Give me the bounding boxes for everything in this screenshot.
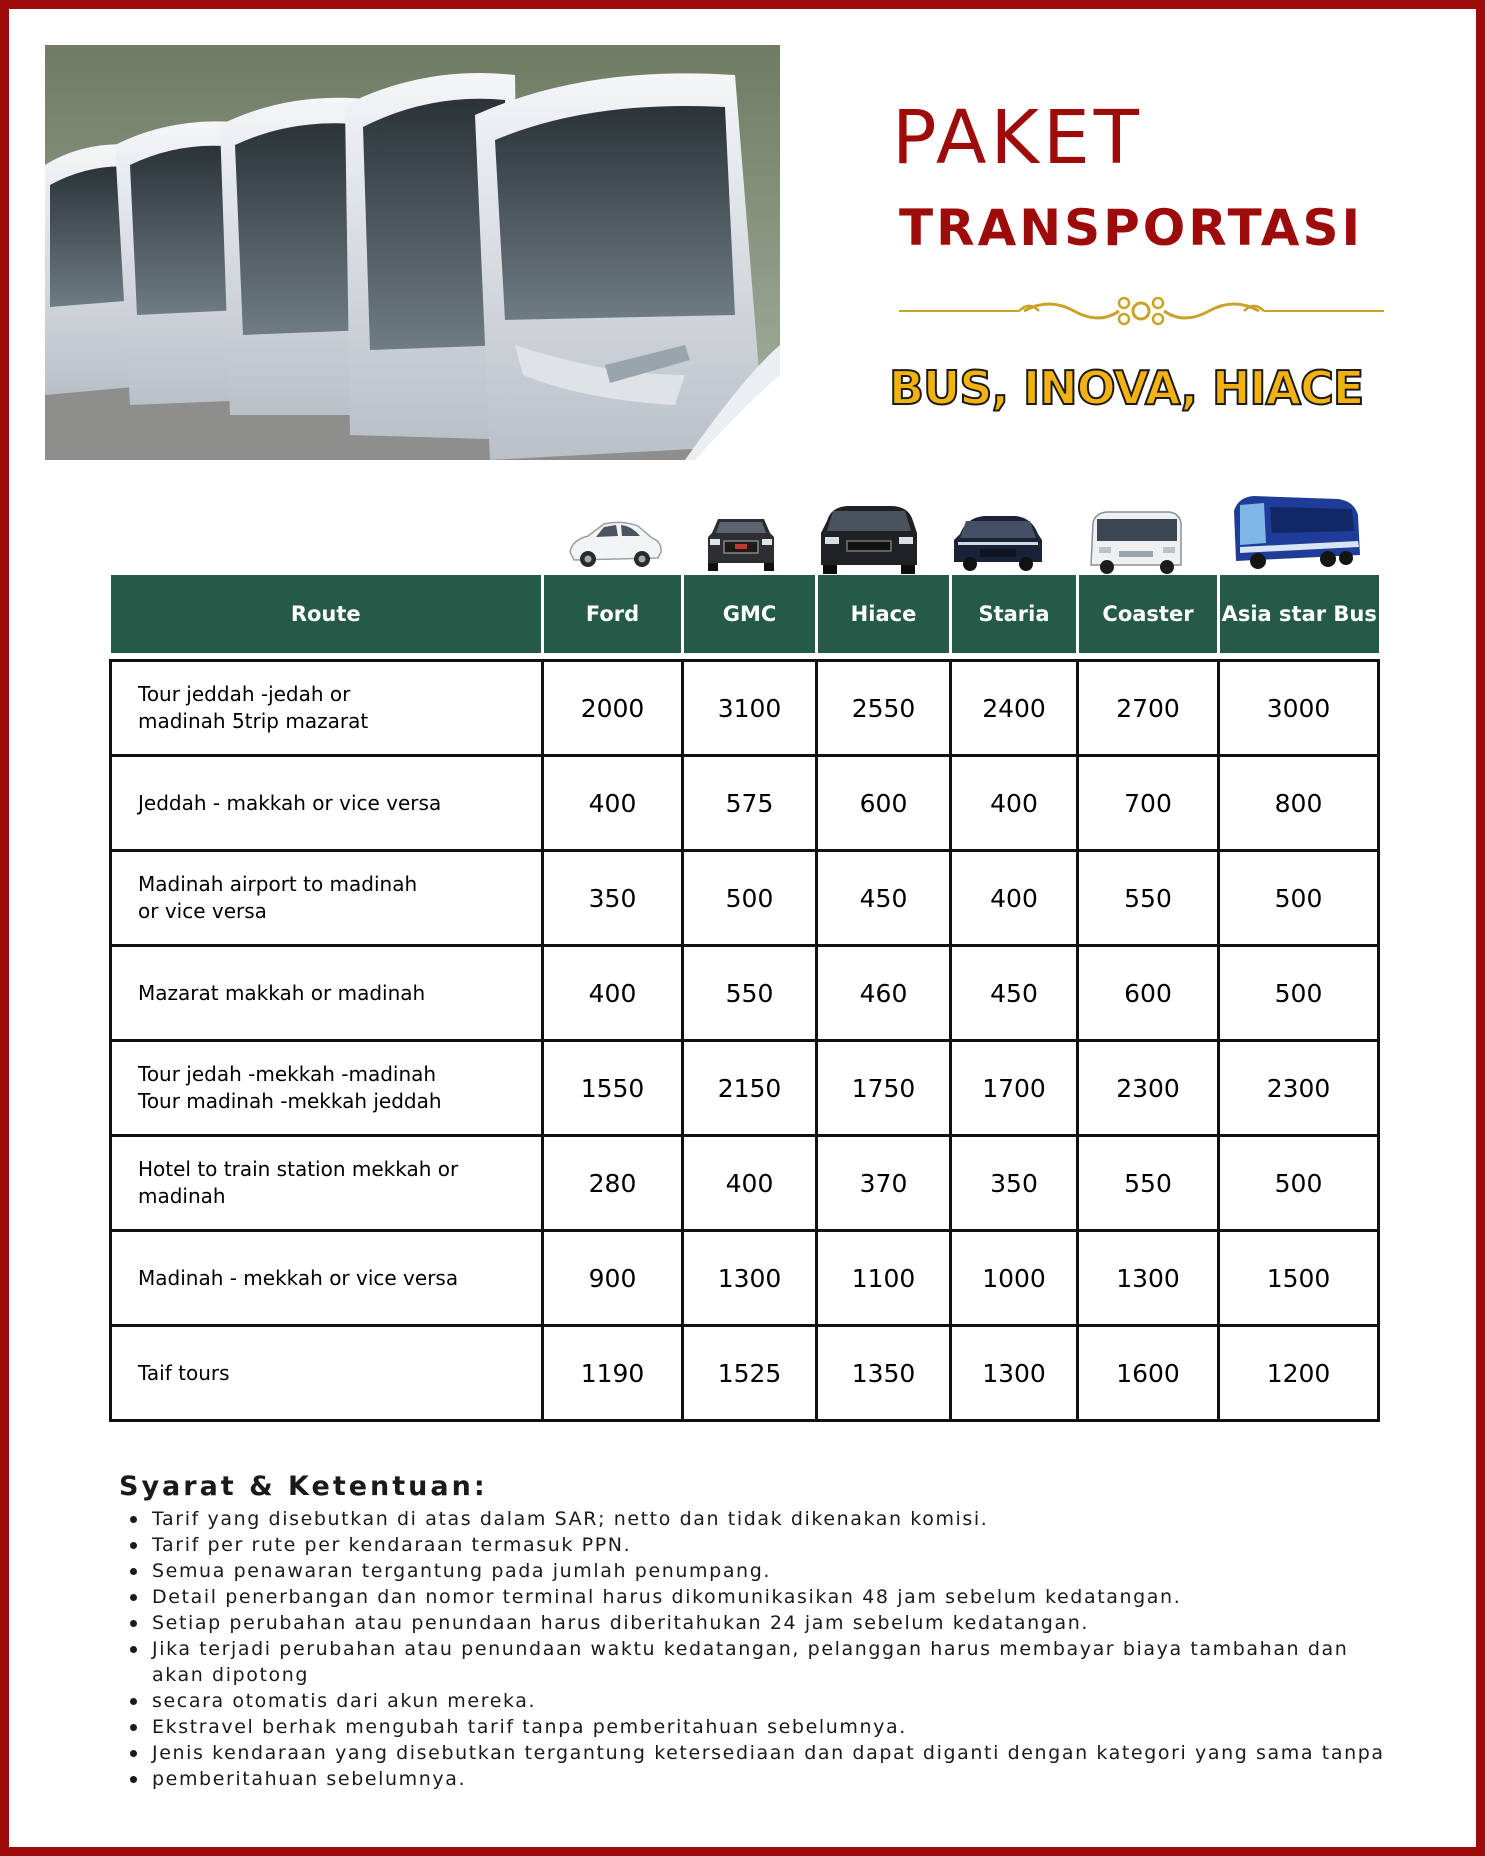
terms-item: Jika terjadi perubahan atau penundaan waktu kedatangan, pelanggan harus membayar biaya tambahan dan akan dipotong	[152, 1636, 1392, 1688]
price-cell: 2400	[951, 661, 1078, 756]
terms-item: Ekstravel berhak mengubah tarif tanpa pemberitahuan sebelumnya.	[152, 1714, 1392, 1740]
price-cell: 900	[543, 1231, 683, 1326]
route-cell	[111, 661, 543, 756]
price-cell: 2000	[543, 661, 683, 756]
price-cell: 1190	[543, 1326, 683, 1421]
price-cell: 600	[817, 756, 951, 851]
price-cell: 1700	[951, 1041, 1078, 1136]
price-cell: 280	[543, 1136, 683, 1231]
table-row	[111, 1136, 1379, 1231]
asia-star-bus-icon	[1228, 491, 1362, 575]
price-cell: 500	[1219, 1136, 1379, 1231]
price-cell: 1300	[951, 1326, 1078, 1421]
route-line: or vice versa	[138, 899, 267, 923]
price-cell: 450	[817, 851, 951, 946]
price-cell: 460	[817, 946, 951, 1041]
route-line: Madinah - mekkah or vice versa	[138, 1265, 459, 1290]
price-cell: 500	[1219, 946, 1379, 1041]
price-cell: 1550	[543, 1041, 683, 1136]
table-row	[111, 661, 1379, 756]
route-cell	[111, 1326, 543, 1421]
price-cell: 2550	[817, 661, 951, 756]
price-cell: 2150	[683, 1041, 817, 1136]
route-cell	[111, 1231, 543, 1326]
route-cell	[111, 851, 543, 946]
header-route: Route	[111, 575, 543, 653]
table-row	[111, 1326, 1379, 1421]
route-line: Mazarat makkah or madinah	[138, 980, 426, 1005]
terms-item: Setiap perubahan atau penundaan harus diberitahukan 24 jam sebelum kedatangan.	[152, 1610, 1392, 1636]
terms-item: Semua penawaran tergantung pada jumlah penumpang.	[152, 1558, 1392, 1584]
route-line: Tour jeddah -jedah or	[138, 682, 351, 706]
price-cell: 550	[1078, 1136, 1219, 1231]
coaster-bus-icon	[1087, 507, 1185, 575]
title-paket: PAKET	[892, 95, 1143, 181]
price-table	[109, 575, 1380, 1422]
price-cell: 1100	[817, 1231, 951, 1326]
price-cell: 350	[951, 1136, 1078, 1231]
route-line: madinah	[138, 1184, 226, 1208]
table-row	[111, 1041, 1379, 1136]
price-cell: 500	[683, 851, 817, 946]
route-line: madinah 5trip mazarat	[138, 709, 369, 733]
price-cell: 400	[543, 946, 683, 1041]
price-cell: 2300	[1078, 1041, 1219, 1136]
price-cell: 350	[543, 851, 683, 946]
route-line: Taif tours	[138, 1360, 230, 1385]
price-cell: 575	[683, 756, 817, 851]
route-line: Madinah airport to madinah	[138, 872, 418, 896]
terms-title: Syarat & Ketentuan:	[119, 1471, 488, 1502]
table-row	[111, 851, 1379, 946]
price-cell: 370	[817, 1136, 951, 1231]
route-cell	[111, 946, 543, 1041]
header-coaster: Coaster	[1078, 575, 1219, 653]
ford-car-icon	[566, 514, 664, 569]
header-staria: Staria	[951, 575, 1078, 653]
route-line: Jeddah - makkah or vice versa	[138, 790, 442, 815]
title-transportasi: TRANSPORTASI	[899, 199, 1364, 257]
price-cell: 1750	[817, 1041, 951, 1136]
price-cell: 1350	[817, 1326, 951, 1421]
price-cell: 700	[1078, 756, 1219, 851]
header-gmc: GMC	[683, 575, 817, 653]
header-ford: Ford	[543, 575, 683, 653]
terms-item: pemberitahuan sebelumnya.	[152, 1766, 1392, 1792]
price-cell: 3100	[683, 661, 817, 756]
route-cell	[111, 1041, 543, 1136]
terms-list	[152, 1506, 1392, 1792]
price-cell: 1000	[951, 1231, 1078, 1326]
price-cell: 400	[951, 851, 1078, 946]
terms-item: Tarif yang disebutkan di atas dalam SAR; netto dan tidak dikenakan komisi.	[152, 1506, 1392, 1532]
subtitle-vehicles: BUS, INOVA, HIACE	[889, 361, 1364, 415]
price-cell: 2700	[1078, 661, 1219, 756]
route-cell	[111, 756, 543, 851]
table-header-row	[111, 575, 1379, 653]
terms-item: Detail penerbangan dan nomor terminal harus dikomunikasikan 48 jam sebelum kedatangan.	[152, 1584, 1392, 1610]
price-cell: 1300	[1078, 1231, 1219, 1326]
price-cell: 600	[1078, 946, 1219, 1041]
route-line: Hotel to train station mekkah or	[138, 1157, 459, 1181]
price-cell: 450	[951, 946, 1078, 1041]
price-cell: 3000	[1219, 661, 1379, 756]
table-row	[111, 946, 1379, 1041]
terms-item: Jenis kendaraan yang disebutkan tergantung ketersediaan dan dapat diganti dengan kategori yang sama tanpa	[152, 1740, 1392, 1766]
price-cell: 1525	[683, 1326, 817, 1421]
price-cell: 1600	[1078, 1326, 1219, 1421]
header-asia-star-bus: Asia star Bus	[1219, 575, 1379, 653]
price-cell: 800	[1219, 756, 1379, 851]
gmc-suv-icon	[704, 513, 778, 573]
route-cell	[111, 1136, 543, 1231]
table-row	[111, 1231, 1379, 1326]
price-cell: 550	[683, 946, 817, 1041]
price-cell: 1500	[1219, 1231, 1379, 1326]
route-line: Tour madinah -mekkah jeddah	[138, 1089, 442, 1113]
terms-item: Tarif per rute per kendaraan termasuk PPN.	[152, 1532, 1392, 1558]
price-cell: 550	[1078, 851, 1219, 946]
price-cell: 400	[543, 756, 683, 851]
table-row	[111, 756, 1379, 851]
ornament-divider-icon	[899, 289, 1384, 333]
price-cell: 500	[1219, 851, 1379, 946]
bus-fleet-photo	[45, 45, 780, 460]
price-cell: 400	[683, 1136, 817, 1231]
price-cell: 1200	[1219, 1326, 1379, 1421]
route-line: Tour jedah -mekkah -madinah	[138, 1062, 437, 1086]
terms-item: secara otomatis dari akun mereka.	[152, 1688, 1392, 1714]
header-hiace: Hiace	[817, 575, 951, 653]
staria-van-icon	[950, 512, 1046, 572]
price-cell: 400	[951, 756, 1078, 851]
price-cell: 2300	[1219, 1041, 1379, 1136]
price-cell: 1300	[683, 1231, 817, 1326]
hiace-van-icon	[817, 503, 921, 575]
